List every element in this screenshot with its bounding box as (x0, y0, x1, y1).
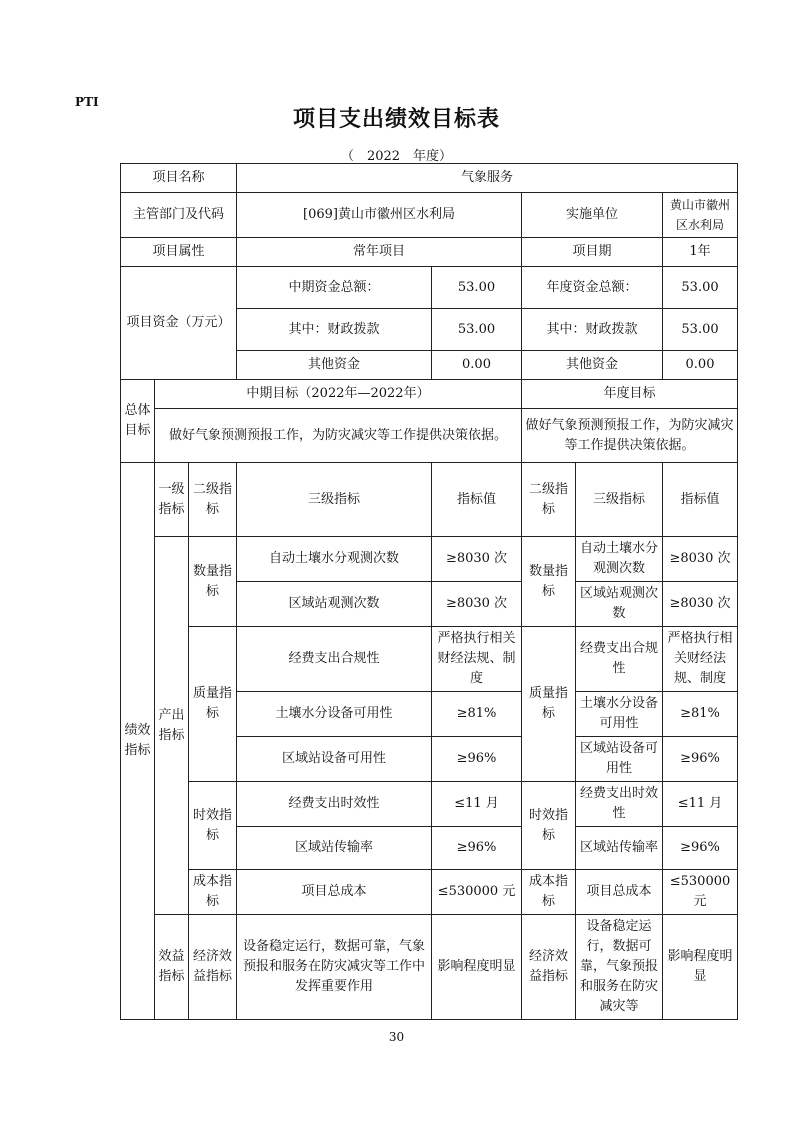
year-fiscal-label: 其中：财政拨款 (522, 309, 663, 351)
project-name-value: 气象服务 (237, 164, 738, 193)
indicator-name: 经费支出时效性 (237, 782, 432, 827)
year-indicator-name: 项目总成本 (576, 870, 663, 915)
year-indicator-value: ≤530000元 (663, 870, 738, 915)
year-economic-label: 经济效益指标 (522, 915, 576, 1020)
year-indicator-name: 设备稳定运行，数据可靠，气象预报和服务在防灾减灾等 (576, 915, 663, 1020)
year-goal-text: 做好气象预测预报工作，为防灾减灾等工作提供决策依据。 (522, 409, 738, 463)
year-indicator-value: ≥81% (663, 692, 738, 737)
year-level2-header: 二级指标 (522, 463, 576, 537)
corner-mark: PTI (75, 95, 99, 109)
year-indicator-value: 影响程度明显 (663, 915, 738, 1020)
table-row (121, 627, 738, 692)
economic-label: 经济效益指标 (189, 915, 237, 1020)
table-row (121, 463, 738, 537)
table-row (121, 380, 738, 409)
mid-goal-header: 中期目标（2022年—2022年） (155, 380, 522, 409)
indicator-value: ≥96% (432, 827, 522, 870)
funds-label: 项目资金（万元） (121, 267, 237, 380)
year-indicator-name: 经费支出合规性 (576, 627, 663, 692)
mid-goal-text: 做好气象预测预报工作，为防灾减灾等工作提供决策依据。 (155, 409, 522, 463)
period-value: 1年 (663, 238, 738, 267)
year-value-header: 指标值 (663, 463, 738, 537)
year-indicator-value: ≥8030 次 (663, 582, 738, 627)
indicator-name: 土壤水分设备可用性 (237, 692, 432, 737)
mid-other-value: 0.00 (432, 351, 522, 380)
impl-value: 黄山市徽州区水利局 (663, 193, 738, 238)
benefit-label: 效益指标 (155, 915, 189, 1020)
project-name-label: 项目名称 (121, 164, 237, 193)
goals-label: 总体目标 (121, 380, 155, 463)
year-goal-header: 年度目标 (522, 380, 738, 409)
table-row (121, 409, 738, 463)
dept-label: 主管部门及代码 (121, 193, 237, 238)
quality-label: 质量指标 (189, 627, 237, 782)
cost-label: 成本指标 (189, 870, 237, 915)
year-indicator-name: 经费支出时效性 (576, 782, 663, 827)
indicator-name: 区域站传输率 (237, 827, 432, 870)
indicator-name: 经费支出合规性 (237, 627, 432, 692)
year-indicator-value: ≥96% (663, 737, 738, 782)
indicator-value: ≥81% (432, 692, 522, 737)
year-other-value: 0.00 (663, 351, 738, 380)
level1-header: 一级指标 (155, 463, 189, 537)
attr-value: 常年项目 (237, 238, 522, 267)
indicator-name: 区域站观测次数 (237, 582, 432, 627)
impl-label: 实施单位 (522, 193, 663, 238)
indicator-value: 严格执行相关财经法规、制度 (432, 627, 522, 692)
indicator-name: 项目总成本 (237, 870, 432, 915)
period-label: 项目期 (522, 238, 663, 267)
indicator-value: ≥8030 次 (432, 582, 522, 627)
mid-fiscal-label: 其中：财政拨款 (237, 309, 432, 351)
table-row (121, 193, 738, 238)
year-indicator-name: 区域站传输率 (576, 827, 663, 870)
table-row (121, 267, 738, 309)
indicator-value: 影响程度明显 (432, 915, 522, 1020)
year-fiscal-value: 53.00 (663, 309, 738, 351)
year-quantity-label: 数量指标 (522, 537, 576, 627)
level2-header: 二级指标 (189, 463, 237, 537)
year-indicator-value: ≥8030 次 (663, 537, 738, 582)
mid-other-label: 其他资金 (237, 351, 432, 380)
year-indicator-value: 严格执行相关财经法规、制度 (663, 627, 738, 692)
table-row (121, 537, 738, 582)
indicator-value: ≥96% (432, 737, 522, 782)
attr-label: 项目属性 (121, 238, 237, 267)
mid-total-label: 中期资金总额： (237, 267, 432, 309)
indicators-label: 绩效指标 (121, 463, 155, 1020)
indicator-value: ≤11 月 (432, 782, 522, 827)
year-timeliness-label: 时效指标 (522, 782, 576, 870)
indicator-value: ≤530000 元 (432, 870, 522, 915)
indicator-name: 自动土壤水分观测次数 (237, 537, 432, 582)
year-quality-label: 质量指标 (522, 627, 576, 782)
performance-table (120, 163, 738, 1020)
quantity-label: 数量指标 (189, 537, 237, 627)
year-indicator-value: ≤11 月 (663, 782, 738, 827)
table-row (121, 870, 738, 915)
year-total-value: 53.00 (663, 267, 738, 309)
indicator-name: 区域站设备可用性 (237, 737, 432, 782)
page-title: 项目支出绩效目标表 (292, 106, 500, 132)
year-indicator-name: 自动土壤水分观测次数 (576, 537, 663, 582)
year-line: （ 2022 年度） (340, 149, 453, 164)
year-cost-label: 成本指标 (522, 870, 576, 915)
dept-value: [069]黄山市徽州区水利局 (237, 193, 522, 238)
year-other-label: 其他资金 (522, 351, 663, 380)
year-indicator-value: ≥96% (663, 827, 738, 870)
table-row (121, 915, 738, 1020)
table-row (121, 164, 738, 193)
table-row (121, 238, 738, 267)
value-header: 指标值 (432, 463, 522, 537)
mid-fiscal-value: 53.00 (432, 309, 522, 351)
page-number: 30 (388, 1030, 405, 1044)
year-indicator-name: 区域站观测次数 (576, 582, 663, 627)
table-row (121, 782, 738, 827)
year-indicator-name: 土壤水分设备可用性 (576, 692, 663, 737)
indicator-value: ≥8030 次 (432, 537, 522, 582)
mid-total-value: 53.00 (432, 267, 522, 309)
indicator-name: 设备稳定运行，数据可靠，气象预报和服务在防灾减灾等工作中发挥重要作用 (237, 915, 432, 1020)
output-label: 产出指标 (155, 537, 189, 915)
level3-header: 三级指标 (237, 463, 432, 537)
year-indicator-name: 区域站设备可用性 (576, 737, 663, 782)
timeliness-label: 时效指标 (189, 782, 237, 870)
year-level3-header: 三级指标 (576, 463, 663, 537)
year-total-label: 年度资金总额： (522, 267, 663, 309)
